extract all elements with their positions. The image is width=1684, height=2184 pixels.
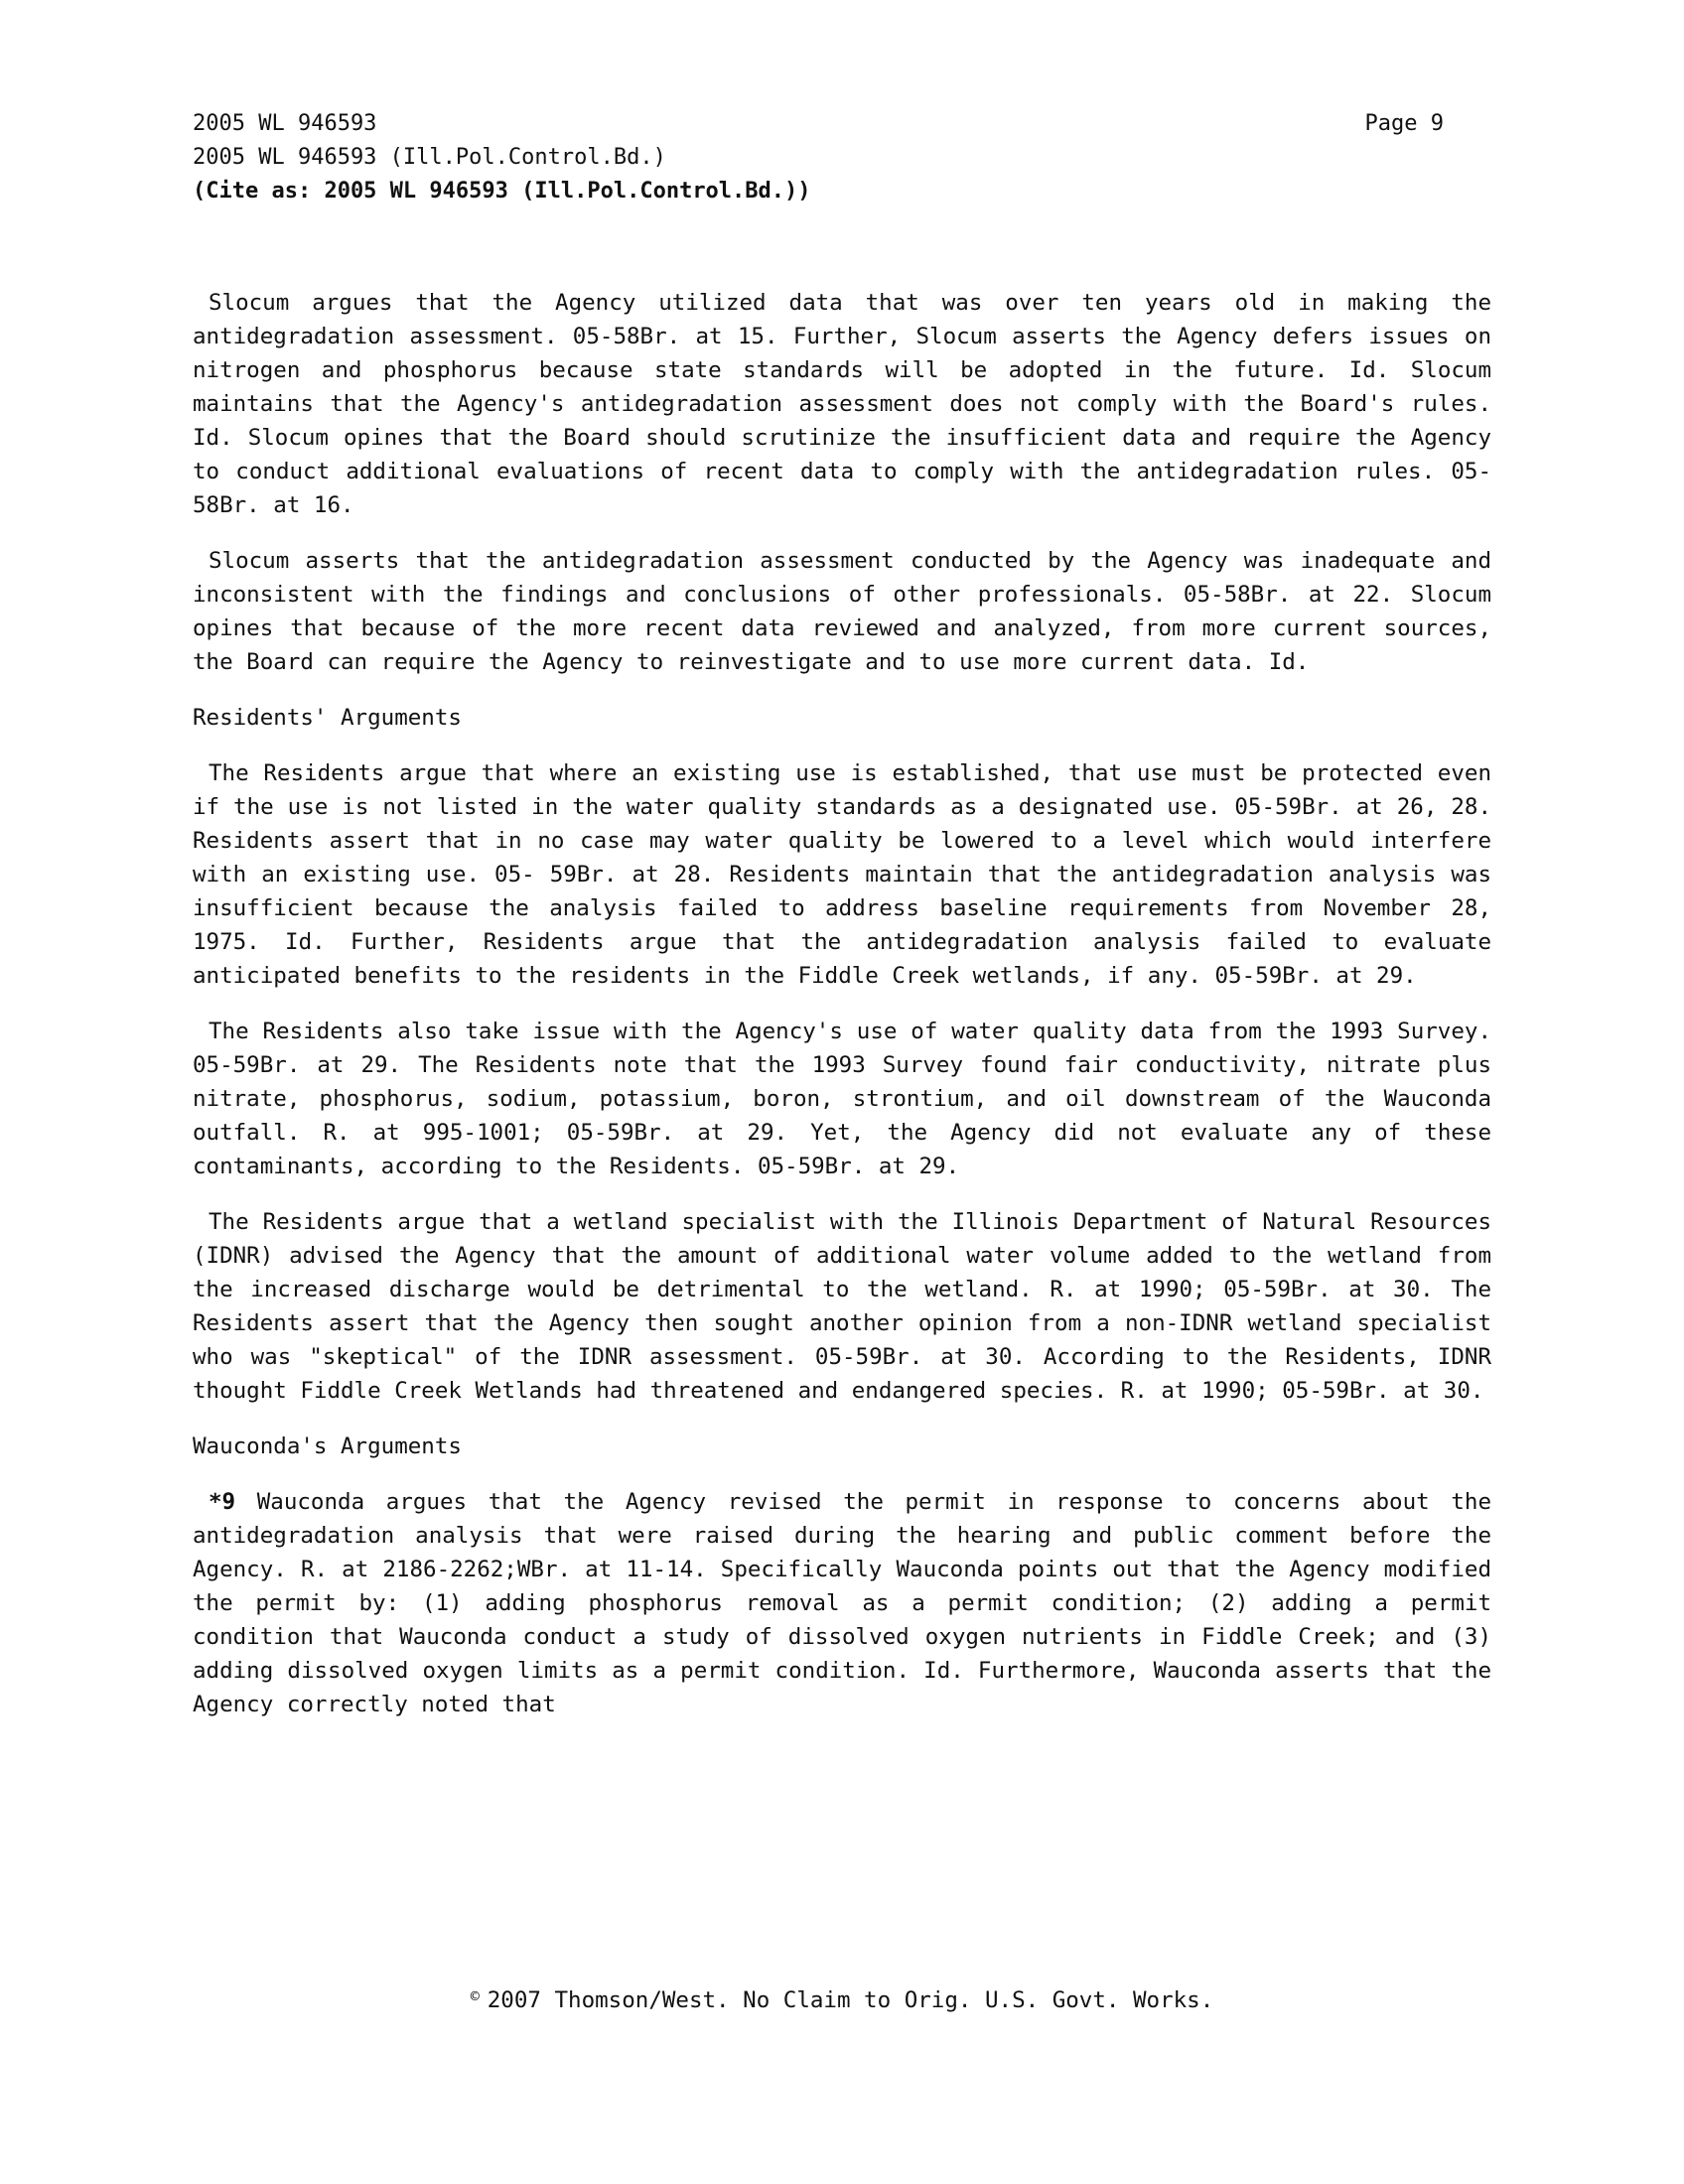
paragraph-residents-1993-survey: The Residents also take issue with the Agency's use of water quality data from the 1993 Survey. 05-59Br. at 29. The Residents note that the 1993 Survey found fair conductivity, nitrate plus nitrate, phosphorus, sodium, potassium, boron, strontium, and oil downstream of the Wauconda outfall. R. at 995-1001; 05-59Br. at 29. Yet, the Agency did not evaluate any of these contaminants, according to the Residents. 05-59Br. at 29. [193,1019,1491,1179]
section-heading-wauconda: Wauconda's Arguments [193,1433,462,1459]
star-page-marker: *9 [209,1489,236,1515]
citation-line-1: 2005 WL 946593 [193,111,377,136]
paragraph-residents-wetland: The Residents argue that a wetland specialist with the Illinois Department of Natural Resources (IDNR) advised the Agency that the amount of additional water volume added to the wetland from the increased discharge would be detrimental to the wetland. R. at 1990; 05-59Br. at 30. The Residents assert that the Agency then sought another opinion from a non-IDNR wetland specialist who was "skeptical" of the IDNR assessment. 05-59Br. at 30. According to the Residents, IDNR thought Fiddle Creek Wetlands had threatened and endangered species. R. at 1990; 05-59Br. at 30. [193,1209,1491,1404]
document-body [193,286,1491,1743]
document-header [193,107,1444,208]
cite-as-line: (Cite as: 2005 WL 946593 (Ill.Pol.Control.Bd.)) [193,179,811,204]
citation-line-2: 2005 WL 946593 (Ill.Pol.Control.Bd.) [193,145,666,170]
copyright-symbol: © [470,1987,480,2005]
paragraph-wauconda-text: Wauconda argues that the Agency revised the permit in response to concerns about the antidegradation analysis that were raised during the hearing and public comment before the Agency. R. at 2186-2262;WBr. at 11-14. Specifically Wauconda points out that the Agency modified the permit by: (1) adding phosphorus removal as a permit condition; (2) adding a permit condition that Wauconda conduct a study of dissolved oxygen nutrients in Fiddle Creek; and (3) adding dissolved oxygen limits as a permit condition. Id. Furthermore, Wauconda asserts that the Agency correctly noted that [193,1489,1491,1717]
copyright-text: 2007 Thomson/West. No Claim to Orig. U.S. Govt. Works. [487,1987,1214,2013]
page-number: Page 9 [1364,111,1444,136]
paragraph-slocum-assessment: Slocum asserts that the antidegradation assessment conducted by the Agency was inadequate and inconsistent with the findings and conclusions of other professionals. 05-58Br. at 22. Slocum opines that because of the more recent data reviewed and analyzed, from more current sources, the Board can require the Agency to reinvestigate and to use more current data. Id. [193,548,1491,675]
paragraph-slocum-data: Slocum argues that the Agency utilized data that was over ten years old in making the antidegradation assessment. 05-58Br. at 15. Further, Slocum asserts the Agency defers issues on nitrogen and phosphorus because state standards will be adopted in the future. Id. Slocum maintains that the Agency's antidegradation assessment does not comply with the Board's rules. Id. Slocum opines that the Board should scrutinize the insufficient data and require the Agency to conduct additional evaluations of recent data to comply with the antidegradation rules. 05-58Br. at 16. [193,290,1491,518]
copyright-footer [0,1979,1684,2017]
paragraph-wauconda-permit [193,1485,1491,1721]
paragraph-residents-existing-use: The Residents argue that where an existing use is established, that use must be protected even if the use is not listed in the water quality standards as a designated use. 05-59Br. at 26, 28. Residents assert that in no case may water quality be lowered to a level which would interfere with an existing use. 05- 59Br. at 28. Residents maintain that the antidegradation analysis was insufficient because the analysis failed to address baseline requirements from November 28, 1975. Id. Further, Residents argue that the antidegradation analysis failed to evaluate anticipated benefits to the residents in the Fiddle Creek wetlands, if any. 05-59Br. at 29. [193,760,1491,989]
section-heading-residents: Residents' Arguments [193,705,462,731]
